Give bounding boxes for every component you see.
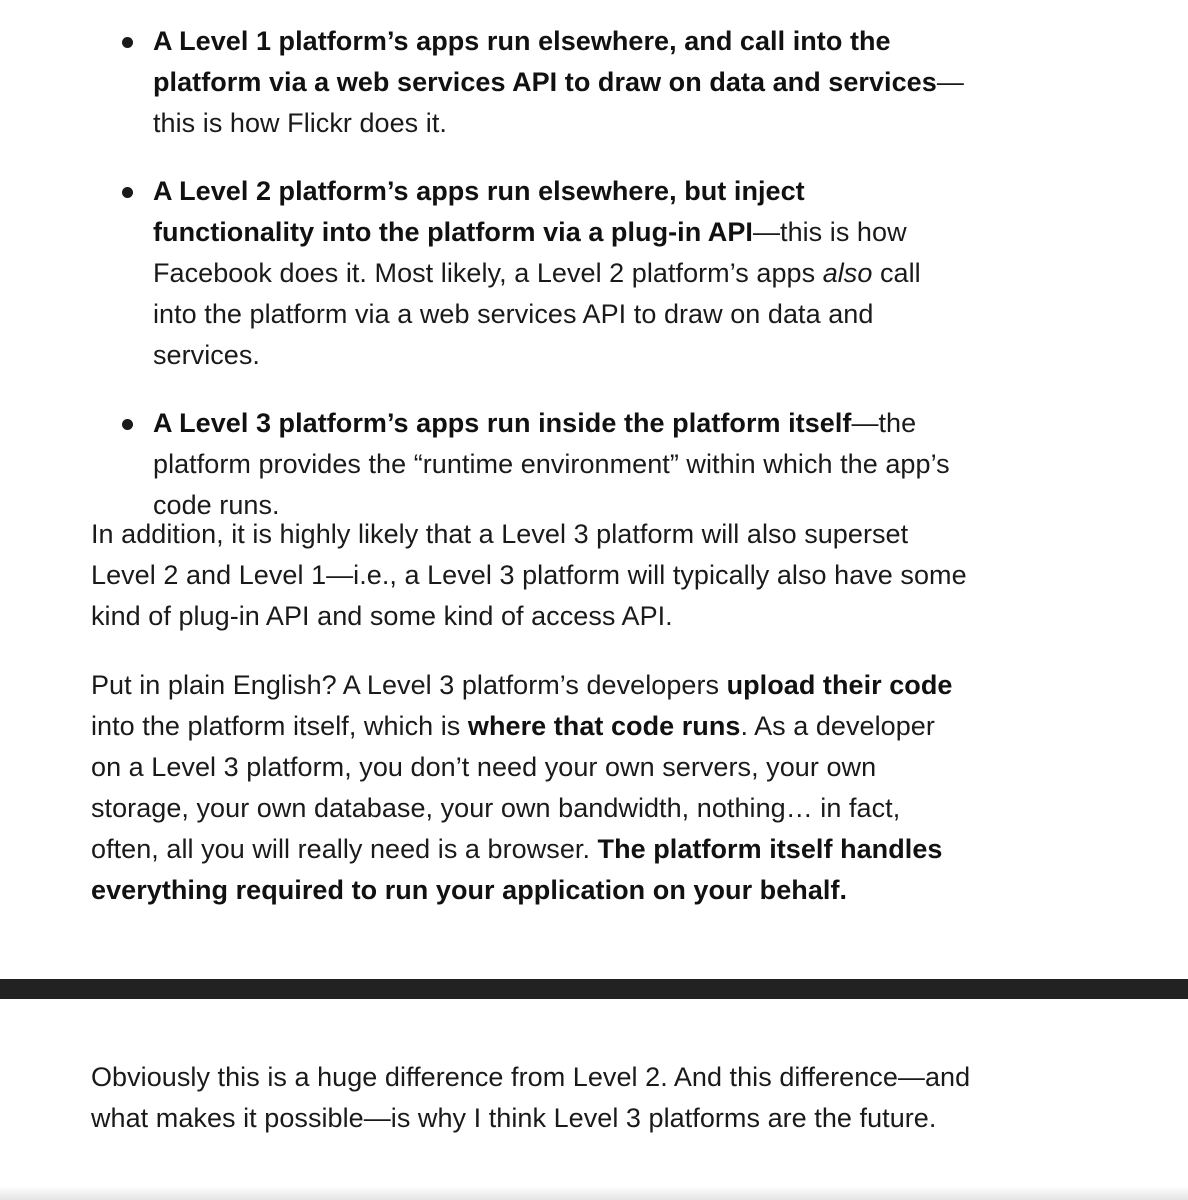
bullet-icon xyxy=(122,187,133,198)
list-item-level-3 xyxy=(123,403,971,526)
level-1-text: —this is how Flickr does it. xyxy=(153,67,964,138)
platform-levels-list xyxy=(123,21,971,526)
list-item-level-1 xyxy=(123,21,971,144)
english-bold-3: The platform itself handles everything required to run your application on your behalf. xyxy=(91,834,943,905)
list-item-level-2 xyxy=(123,171,971,376)
level-2-text-end: call into the platform via a web services API to draw on data and services. xyxy=(153,258,921,370)
english-bold-1: upload their code xyxy=(726,670,953,700)
bottom-edge-shadow xyxy=(0,1186,1188,1200)
english-text-3: . As a developer on a Level 3 platform, you don’t need your own servers, your own storage, your own database, your own bandwidth, nothing… in fact, often, all you will really need is a browser. xyxy=(91,711,935,864)
paragraph-obviously: Obviously this is a huge difference from Level 2. And this difference—and what makes it possible—is why I think Level 3 platforms are the future. xyxy=(91,1062,971,1133)
level-2-text: —this is how Facebook does it. Most likely, a Level 2 platform’s apps xyxy=(153,217,907,288)
level-2-italic-text: also xyxy=(822,258,873,288)
bullet-icon xyxy=(122,419,133,430)
paragraph-addition: In addition, it is highly likely that a Level 3 platform will also superset Level 2 and Level 1—i.e., a Level 3 platform will typically also have some kind of plug-in API and some kind of access API. xyxy=(91,519,967,631)
english-text-1: Put in plain English? A Level 3 platform’s developers xyxy=(91,670,727,700)
english-bold-2: where that code runs xyxy=(467,711,741,741)
bullet-icon xyxy=(122,37,133,48)
paragraph-plain-english xyxy=(91,665,971,911)
level-3-text: —the platform provides the “runtime environment” within which the app’s code runs. xyxy=(153,408,950,520)
level-1-bold-text: A Level 1 platform’s apps run elsewhere, and call into the platform via a web services API to draw on data and services xyxy=(153,26,937,97)
level-3-bold-text: A Level 3 platform’s apps run inside the platform itself xyxy=(153,408,852,438)
english-text-2: into the platform itself, which is xyxy=(91,711,468,741)
section-divider xyxy=(0,979,1188,999)
level-2-bold-text: A Level 2 platform’s apps run elsewhere, but inject functionality into the platform via a plug-in API xyxy=(153,176,805,247)
